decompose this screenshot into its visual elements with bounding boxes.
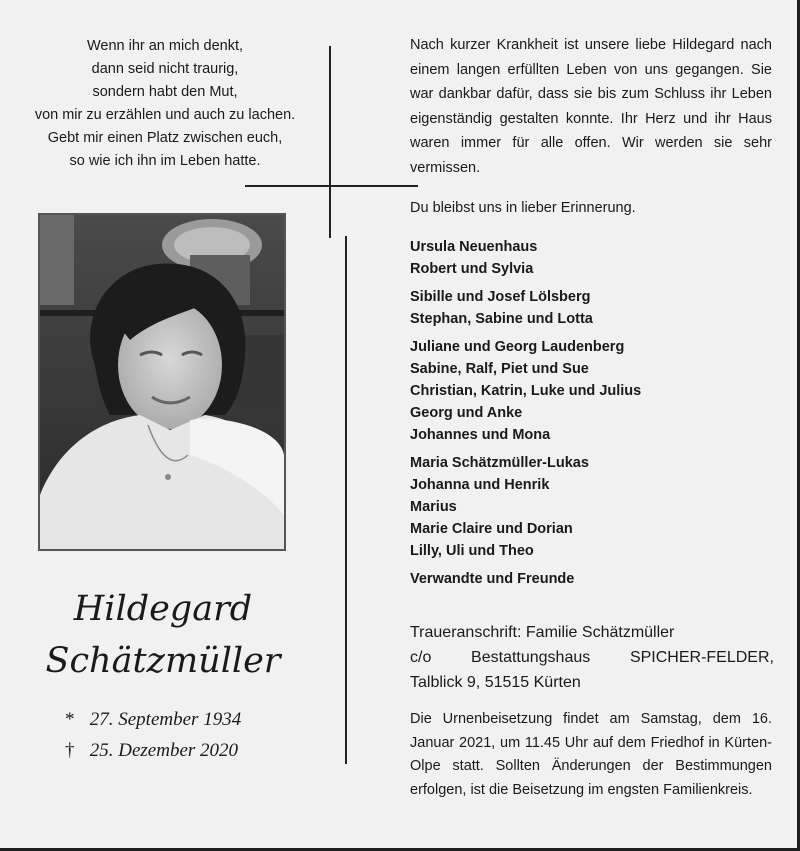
family-line: Sibille und Josef Lölsberg (410, 289, 591, 305)
deceased-last-name: Schätzmüller (45, 641, 281, 681)
family-group (410, 286, 770, 330)
family-group (410, 452, 770, 562)
remembrance-text: Du bleibst uns in lieber Erinnerung. (410, 200, 636, 216)
poem-line: von mir zu erzählen und auch zu lachen. (34, 107, 296, 123)
death-date: 25. Dezember 2020 (89, 740, 239, 761)
death-symbol: † (65, 740, 75, 761)
poem-line: sondern habt den Mut, (92, 84, 238, 100)
poem-line: so wie ich ihn im Leben hatte. (69, 153, 261, 169)
family-line: Christian, Katrin, Luke und Julius (410, 383, 642, 399)
cross-vertical-bar (329, 46, 331, 238)
address-line (410, 645, 774, 670)
death-date-row (65, 739, 238, 763)
mourning-address (410, 620, 774, 695)
address-part: SPICHER-FELDER, (629, 649, 774, 666)
family-line: Stephan, Sabine und Lotta (410, 311, 593, 327)
family-line: Sabine, Ralf, Piet und Sue (410, 361, 589, 377)
family-line: Johanna und Henrik (410, 477, 550, 493)
family-group (410, 336, 770, 446)
mourners-list (410, 236, 770, 596)
poem-line: dann seid nicht traurig, (91, 61, 239, 77)
family-line: Marius (410, 499, 457, 515)
divider-line (345, 236, 347, 764)
family-line: Verwandte und Freunde (410, 571, 575, 587)
address-part: Bestattungshaus (471, 649, 591, 666)
address-line: Talblick 9, 51515 Kürten (410, 674, 581, 691)
family-line: Marie Claire und Dorian (410, 521, 573, 537)
family-line: Juliane und Georg Laudenberg (410, 339, 625, 355)
birth-date: 27. September 1934 (89, 709, 242, 730)
family-line: Ursula Neuenhaus (410, 239, 538, 255)
family-line: Lilly, Uli und Theo (410, 543, 534, 559)
poem (10, 35, 320, 173)
announcement-text: Nach kurzer Krankheit ist unsere liebe Hildegard nach einem langen erfüllten Leben von uns gegangen. Sie war dankbar dafür, dass sie bis zum Schluss ihr Leben eigenständig gestalten konnte. Ihr Herz und ihr Haus waren immer für alle offen. Wir werden sie sehr vermissen. (410, 37, 772, 176)
family-line: Georg und Anke (410, 405, 523, 421)
deceased-first-name: Hildegard (73, 589, 253, 629)
family-line: Robert und Sylvia (410, 261, 534, 277)
cross-horizontal-bar (245, 185, 418, 187)
address-part: c/o (410, 649, 432, 666)
family-line: Johannes und Mona (410, 427, 551, 443)
address-line: Traueranschrift: Familie Schätzmüller (410, 624, 675, 641)
poem-line: Wenn ihr an mich denkt, (86, 38, 244, 54)
family-line: Maria Schätzmüller-Lukas (410, 455, 589, 471)
family-group (410, 236, 770, 280)
portrait-image (40, 215, 284, 549)
birth-date-row (65, 708, 241, 732)
family-group (410, 568, 770, 590)
birth-symbol: * (65, 709, 75, 730)
poem-line: Gebt mir einen Platz zwischen euch, (47, 130, 283, 146)
portrait-photo (38, 213, 286, 551)
burial-info: Die Urnenbeisetzung findet am Samstag, dem 16. Januar 2021, um 11.45 Uhr auf dem Friedhof in Kürten-Olpe statt. Sollten Änderungen der Bestimmungen erfolgen, ist die Beisetzung im engsten Familienkreis. (410, 711, 772, 798)
